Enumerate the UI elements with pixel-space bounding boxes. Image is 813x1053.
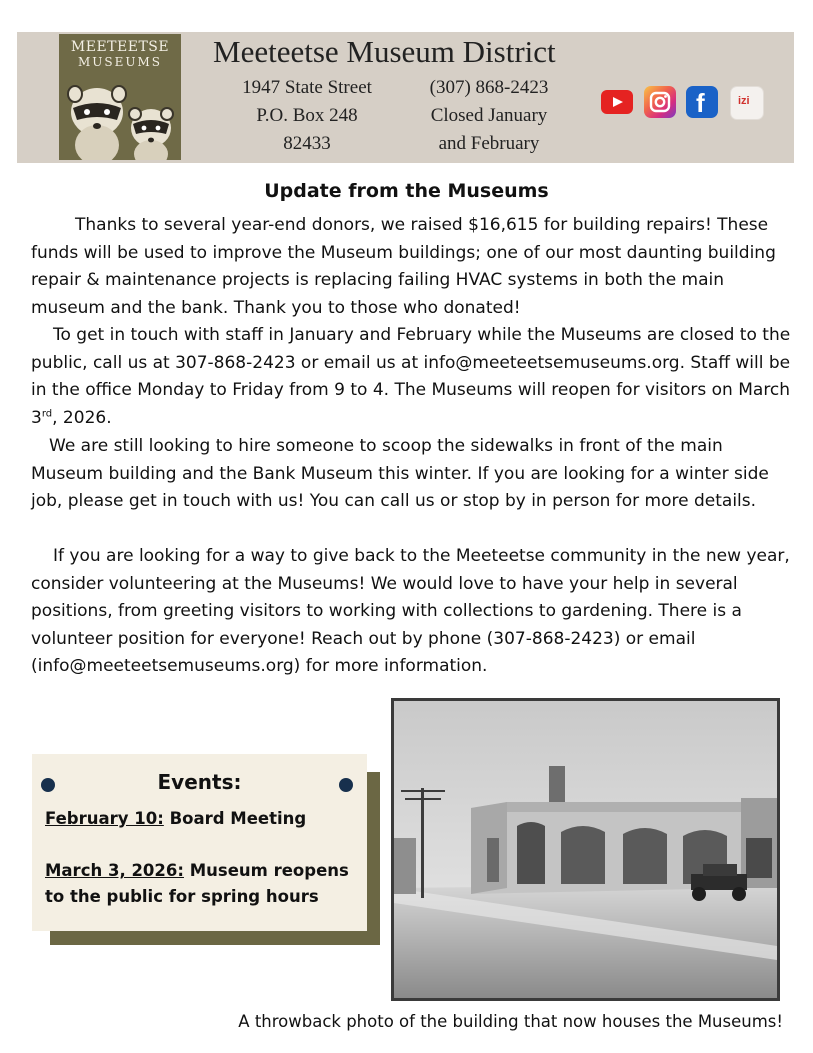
paragraph-donations bbox=[31, 212, 791, 322]
event-date: March 3, 2026: bbox=[45, 861, 184, 880]
youtube-icon[interactable] bbox=[601, 90, 633, 114]
paragraph-contact-text: To get in touch with staff in January and February while the Museums are closed to the public, call us at 307-868-2423 or email us at info@meeteetsemuseums.org. Staff will be in the office Monday to Friday from 9 to 4. The Museums will reopen for visitors on March 3 bbox=[31, 325, 791, 428]
address-street: 1947 State Street bbox=[242, 77, 372, 98]
logo-text-line1: MEETEETSE bbox=[70, 39, 170, 55]
article-headline: Update from the Museums bbox=[264, 180, 549, 202]
address-po-box: P.O. Box 248 bbox=[256, 105, 358, 126]
event-date: February 10: bbox=[45, 809, 164, 828]
museum-logo bbox=[59, 34, 181, 160]
event-description: Board Meeting bbox=[163, 809, 307, 828]
address-zip: 82433 bbox=[283, 133, 331, 154]
event-description: Museum reopens to the public for spring hours bbox=[45, 861, 349, 906]
museum-district-title: Meeteetse Museum District bbox=[213, 34, 556, 69]
paragraph-hiring bbox=[31, 433, 791, 516]
izi-travel-icon[interactable] bbox=[730, 86, 764, 120]
izi-label: izi bbox=[738, 95, 750, 107]
address-block bbox=[222, 74, 392, 158]
paragraph-contact bbox=[31, 322, 791, 432]
phone-number: (307) 868-2423 bbox=[429, 77, 549, 98]
photo-caption: A throwback photo of the building that now houses the Museums! bbox=[238, 1012, 783, 1031]
contact-block bbox=[409, 74, 569, 158]
paragraph-volunteer-text: If you are looking for a way to give back to the Meeteetse community in the new year, consider volunteering at the Museums! We would love to have your help in several positions, from greeting visitors to working with collections to gardening. There is a volunteer position for everyone! Reach out by phone (307-868-2423) or email (info@meeteetsemuseums.org) for more information. bbox=[31, 546, 790, 676]
logo-text-line2: MUSEUMS bbox=[77, 55, 162, 69]
paragraph-donations-text: Thanks to several year-end donors, we raised $16,615 for building repairs! These funds will be used to improve the Museum buildings; one of our most daunting building repair & maintenance projects is replacing failing HVAC systems in both the main museum and the bank. Thank you to those who donated! bbox=[31, 215, 776, 318]
ferret-logo-icon bbox=[59, 70, 181, 160]
events-title: Events: bbox=[157, 770, 242, 794]
paragraph-contact-end: , 2026. bbox=[52, 407, 112, 428]
historic-building-photo bbox=[391, 698, 780, 1001]
closed-notice-line2: and February bbox=[438, 133, 540, 154]
ordinal-suffix: rd bbox=[41, 407, 53, 419]
header-banner bbox=[17, 32, 794, 163]
facebook-glyph: f bbox=[696, 88, 705, 118]
paragraph-hiring-text: We are still looking to hire someone to scoop the sidewalks in front of the main Museum building and the Bank Museum this winter. If you are looking for a winter side job, please get in touch with us! You can call us or stop by in person for more details. bbox=[31, 436, 769, 511]
facebook-icon[interactable] bbox=[686, 86, 718, 118]
event-item bbox=[45, 806, 363, 832]
event-item bbox=[45, 858, 363, 910]
events-box bbox=[32, 754, 367, 931]
instagram-icon[interactable] bbox=[644, 86, 676, 118]
paragraph-volunteer bbox=[31, 543, 791, 681]
closed-notice-line1: Closed January bbox=[430, 105, 548, 126]
